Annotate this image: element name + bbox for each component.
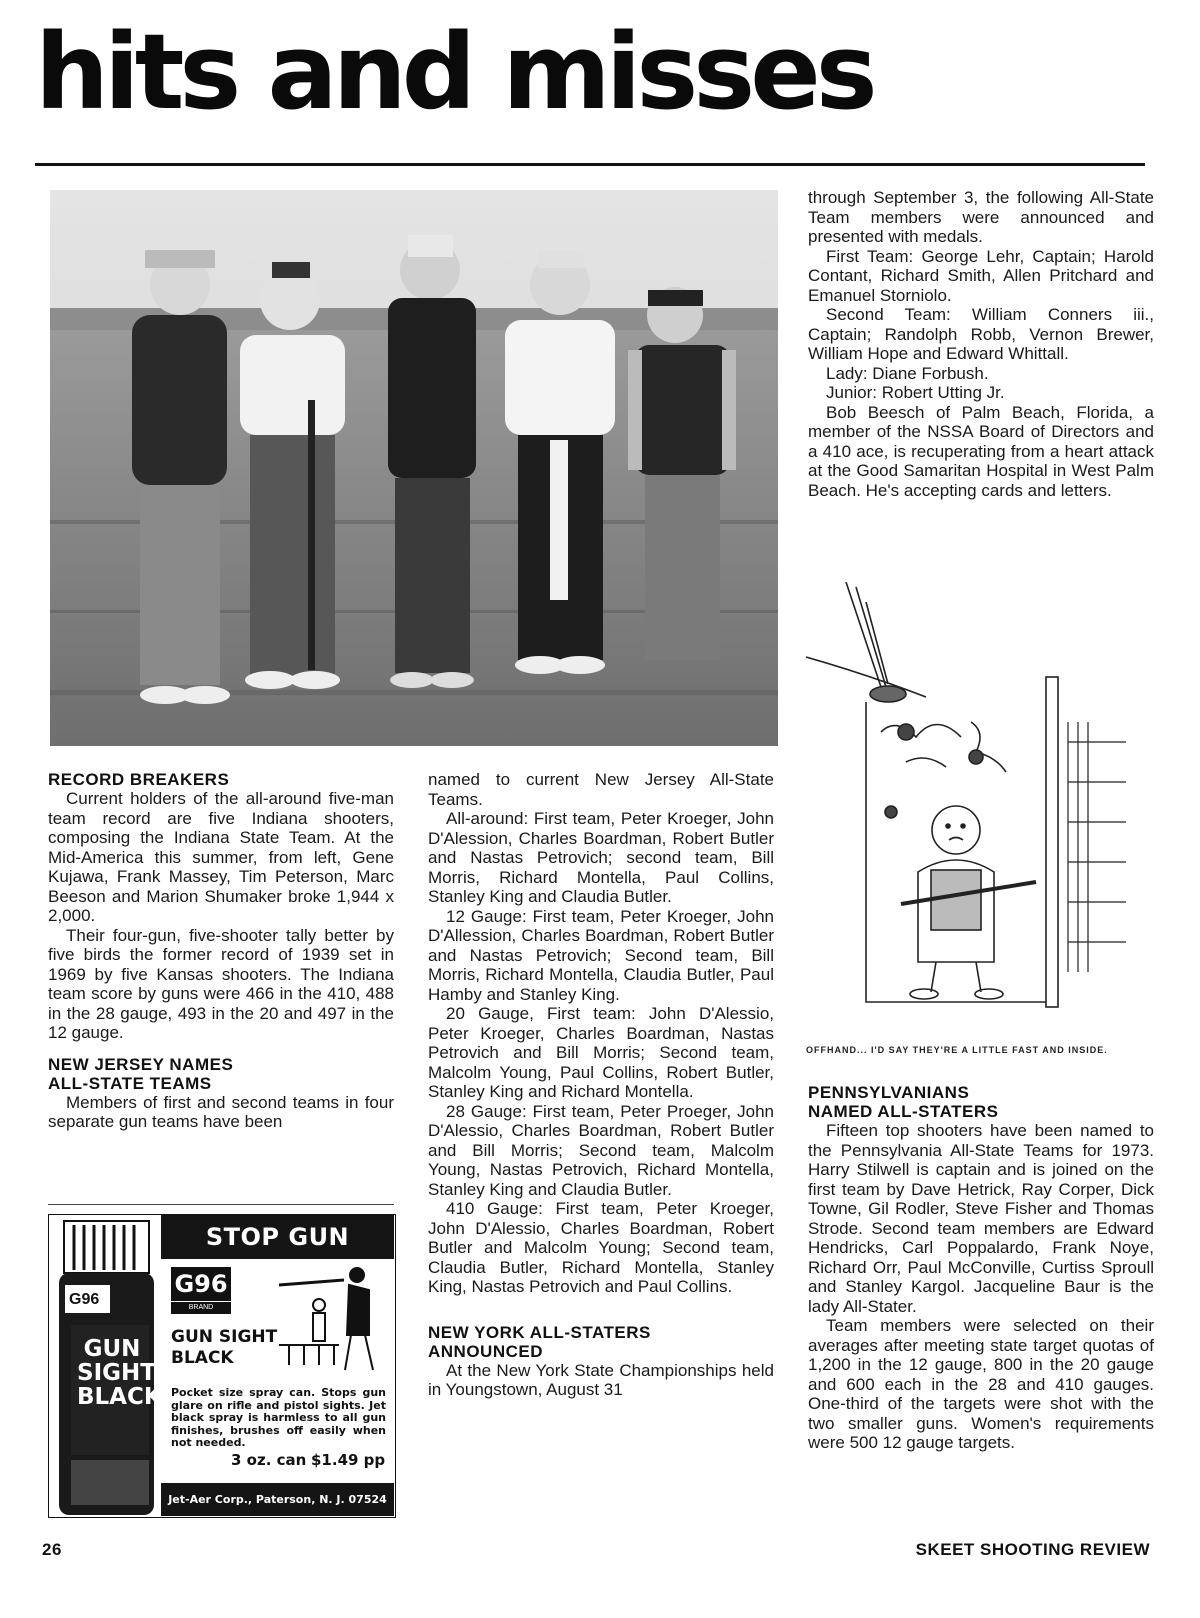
middle-column [428, 770, 774, 1400]
ad-body: Pocket size spray can. Stops gun glare on rifle and pistol sights. Jet black spray is harmless to all gun finishes, brushes off easily when not needed. [171, 1386, 386, 1449]
ad-size: 3 oz. can [231, 1451, 307, 1469]
section-heading-new-jersey: NEW JERSEY NAMES [48, 1054, 234, 1074]
ad-footer: Jet-Aer Corp., Paterson, N. J. 07524 [161, 1483, 394, 1516]
article-text: Current holders of the all-around five-man team record are five Indiana shooters, composing the Indiana State Team. At the Mid-America this summer, from left, Gene Kujawa, Frank Massey, Tim Peterson, Marc Beeson and Marion Shumaker broke 1,944 x 2,000. [48, 789, 394, 925]
article-text: 410 Gauge: First team, Peter Kroeger, John D'Alessio, Charles Boardman, Robert Butler and Malcolm Young; Second team, Claudia Butler, Richard Montella, Stanley King, Nastas Petrovich and Paul Collins. [428, 1199, 774, 1296]
article-text: Their four-gun, five-shooter tally better by five birds the former record of 1939 set in 1969 by five Kansas shooters. The Indiana team score by guns were 466 in the 410, 488 in the 28 gauge, 493 in the 20 and 497 in the 12 gauge. [48, 925, 394, 1042]
cartoon-caption: OFFHAND... I'D SAY THEY'RE A LITTLE FAST AND INSIDE. [806, 1045, 1108, 1055]
article-text: At the New York State Championships held in Youngstown, August 31 [428, 1360, 774, 1399]
brand-logo: G96 [171, 1267, 231, 1301]
article-text: Members of first and second teams in four separate gun teams have been [48, 1092, 394, 1131]
article-text: through September 3, the following All-State Team members were announced and presented with medals. [808, 188, 1154, 246]
left-column [48, 770, 394, 1132]
article-text: named to current New Jersey All-State Teams. [428, 770, 774, 809]
article-text: All-around: First team, Peter Kroeger, John D'Alession, Charles Boardman, Robert Butler and Nastas Petrovich; second team, Bill Morris, Richard Montella, Paul Collins, Stanley King and Claudia Butler. [428, 809, 774, 906]
article-text: 28 Gauge: First team, Peter Proeger, John D'Alessio, Charles Boardman, Robert Butler and Bill Morris; Second team, Malcolm Young, Nastas Petrovich, Richard Montella, Stanley King and Claudia Butler. [428, 1101, 774, 1199]
right-column-bottom [808, 1083, 1154, 1453]
can-label-line: SIGHT [77, 1360, 156, 1386]
gun-glare-advertisement [48, 1214, 396, 1518]
ad-divider [48, 1204, 394, 1205]
shooter-illustration [279, 1265, 389, 1373]
section-heading-new-york-line2: ANNOUNCED [428, 1341, 543, 1361]
section-heading-new-york: NEW YORK ALL-STATERS [428, 1322, 651, 1342]
can-label [77, 1336, 162, 1410]
product-name [171, 1327, 277, 1369]
article-text: Lady: Diane Forbush. [826, 363, 989, 383]
page-title: hits and misses [35, 11, 873, 133]
can-logo: G96 [69, 1291, 100, 1308]
section-heading-new-jersey-line2: ALL-STATE TEAMS [48, 1073, 212, 1093]
article-text: Junior: Robert Utting Jr. [826, 383, 1005, 402]
product-name-line: GUN SIGHT [171, 1327, 278, 1347]
title-rule [35, 163, 1145, 166]
article-text: 12 Gauge: First team, Peter Kroeger, John D'Allession, Charles Boardman, Robert Butler and Nastas Petrovich; Second team, Bill Morris, Richard Montella, Claudia Butler, Paul Hamby and Stanley King. [428, 906, 774, 1004]
ad-headline: STOP GUN GLARE [161, 1215, 394, 1259]
article-text: Team members were selected on their averages after meeting state target quotas of 1,200 in the 12 gauge, 800 in the 20 gauge and 600 each in the 28 and 410 gauges. One-third of the targets were shot with the two smaller guns. Women's requirements were 500 12 gauge targets. [808, 1316, 1154, 1452]
cartoon-illustration [806, 582, 1156, 1037]
article-text: Bob Beesch of Palm Beach, Florida, a member of the NSSA Board of Directors and a 410 ace, is recuperating from a heart attack at the Good Samaritan Hospital in West Palm Beach. He's accepting cards and letters. [808, 402, 1154, 500]
ad-price: $1.49 pp [311, 1451, 386, 1469]
section-heading-pennsylvania-line2: NAMED ALL-STATERS [808, 1102, 999, 1121]
product-name-line: BLACK [171, 1348, 234, 1368]
page-number: 26 [42, 1540, 62, 1559]
brand-small: BRAND [171, 1302, 231, 1314]
shooter-figure-1 [132, 250, 230, 704]
magazine-name: SKEET SHOOTING REVIEW [915, 1540, 1150, 1559]
shooter-figure-3 [388, 235, 476, 688]
can-label-line: GUN [83, 1336, 141, 1362]
article-text: Second Team: William Conners iii., Captain; Randolph Robb, Vernon Brewer, William Hope and Edward Whittall. [808, 305, 1154, 363]
right-column-top [808, 188, 1154, 500]
can-label-line: BLACK [77, 1384, 162, 1410]
team-photo [50, 190, 778, 746]
article-text: Fifteen top shooters have been named to the Pennsylvania All-State Teams for 1973. Harry Stilwell is captain and is joined on the first team by Dave Hetrick, Ray Corper, Dick Towne, Gil Rodler, Steve Fisher and Thomas Strode. Second team members are Edward Hendricks, Carl Poppalardo, Frank Noye, Richard Orr, Paul McConville, Curtiss Sproull and Stanley Kargol. Jacqueline Baur is the lady All-Stater. [808, 1121, 1154, 1316]
section-heading-pennsylvania: PENNSYLVANIANS [808, 1083, 970, 1102]
article-text: 20 Gauge, First team: John D'Alessio, Peter Kroeger, Charles Boardman, Nastas Petrovich and Bill Morris; Second team, Malcolm Young, Paul Collins, Robert Butler, Stanley King and Richard Montella. [428, 1004, 774, 1101]
article-text: First Team: George Lehr, Captain; Harold Contant, Richard Smith, Allen Pritchard and Emanuel Storniolo. [808, 246, 1154, 305]
section-heading-record-breakers: RECORD BREAKERS [48, 770, 230, 789]
